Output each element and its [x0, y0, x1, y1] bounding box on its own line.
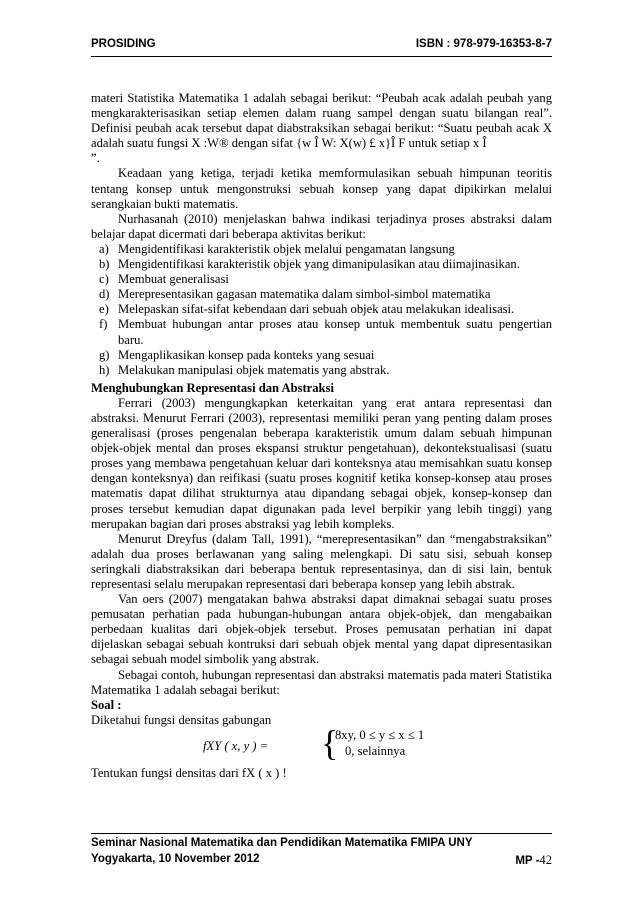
paragraph-ferrari: Ferrari (2003) mengungkapkan keterkaitan yang erat antara representasi dan abstraksi. Menurut Ferrari (2003), representasi memiliki peran yang penting dalam proses generalisasi (proses pengenalan beberapa karakteristik umum dalam sebuah himpunan objek-objek mental dan proses ekspansi struktur pengetahuan), dekontekstualisasi (suatu proses yang membawa pengetahuan keluar dari konteksnya atau memisahkan suatu konsep dengan konteksnya) dan reifikasi (suatu proses kognitif ketika konsep-konsep atau proses matematis dapat dilihat strukturnya atau dipandang sebagai objek, konsep-konsep dan proses tersebut kemudian dapat digunakan pada level berpikir yang lebih tinggi) yang merupakan bagian dari proses abstraksi yag lebih kompleks.	[91, 395, 552, 531]
list-item: f) Membuat hubungan antar proses atau konsep untuk membentuk suatu pengertian baru.	[99, 317, 552, 347]
footer-seminar-title: Seminar Nasional Matematika dan Pendidikan Matematika FMIPA UNY	[91, 837, 473, 849]
paragraph-definition: materi Statistika Matematika 1 adalah sebagai berikut: “Peubah acak adalah peubah yang mengkarakterisasikan setiap elemen dalam ruang sampel dengan suatu bilangan real”. Definisi peubah acak tersebut dapat diabstraksikan sebagai berikut: “Suatu peubah acak X adalah suatu fungsi X :W® dengan sifat {w Î W: X(w) £ x}Î F untuk setiap x Î ”.	[91, 91, 552, 166]
joint-density-equation	[91, 722, 552, 763]
list-item: e) Melepaskan sifat-sifat kebendaan dari sebuah objek atau melakukan idealisasi.	[99, 302, 515, 317]
paragraph-example-intro: Sebagai contoh, hubungan representasi dan abstraksi matematis pada materi Statistika Matematika 1 adalah sebagai berikut:	[91, 667, 552, 697]
main-text	[91, 91, 552, 781]
paragraph-nurhasanah: Nurhasanah (2010) menjelaskan bahwa indikasi terjadinya proses abstraksi dalam belajar dapat dicermati dari beberapa aktivitas berikut:	[91, 211, 552, 241]
header-rule	[91, 56, 552, 57]
footer-page-number: MP -42	[515, 853, 552, 867]
footer-rule	[91, 833, 552, 834]
header-proceedings-label: PROSIDING	[91, 38, 156, 50]
equation-lhs: fXY ( x, y ) =	[203, 738, 269, 753]
paragraph-van-oers: Van oers (2007) mengatakan bahwa abstraksi dapat dimaknai sebagai suatu proses pemusatan perhatian pada hubungan-hubungan antara objek-objek, dan mengabaikan perbedaan kualitas dari objek-objek tersebut. Proses pemusatan perhatian ini dapat dijelaskan sebagai sebuah kontruksi dari sebuah objek mental yang dapat dipresentasikan sebagai sebuah model simbolik yang abstrak.	[91, 592, 552, 667]
equation-case-1: 8xy, 0 ≤ y ≤ x ≤ 1	[335, 727, 425, 742]
given-statement: Diketahui fungsi densitas gabungan	[91, 712, 272, 727]
list-item: a) Mengidentifikasi karakteristik objek melalui pengamatan langsung	[99, 241, 455, 256]
soal-label: Soal :	[91, 697, 122, 712]
paragraph-dreyfus: Menurut Dreyfus (dalam Tall, 1991), “merepresentasikan” dan “mengabstraksikan” adalah dua proses berlawanan yang saling melengkapi. Di satu sisi, sebuah konsep seringkali diabstraksikan dari beberapa bentuk representasinya, dan di sisi lain, bentuk representasi selalu merupakan representasi dari beberapa konsep yang lebih abstrak.	[91, 531, 552, 591]
equation-case-2: 0, selainnya	[345, 743, 406, 758]
list-item: d) Merepresentasikan gagasan matematika dalam simbol-simbol matematika	[99, 287, 491, 302]
left-brace-symbol: {	[321, 722, 339, 763]
footer-location-date: Yogyakarta, 10 November 2012	[91, 853, 260, 865]
list-item: g) Mengaplikasikan konsep pada konteks yang sesuai	[99, 347, 375, 362]
abstraction-activity-list	[91, 242, 552, 378]
task-statement: Tentukan fungsi densitas dari fX ( x ) !	[91, 765, 287, 780]
list-item: b) Mengidentifikasi karakteristik objek yang dimanipulasikan atau diimajinasikan.	[99, 257, 520, 272]
header-isbn: ISBN : 978-979-16353-8-7	[415, 38, 552, 50]
list-item: c) Membuat generalisasi	[99, 272, 229, 287]
list-item: h) Melakukan manipulasi objek matematis yang abstrak.	[99, 362, 390, 377]
paragraph-third-state: Keadaan yang ketiga, terjadi ketika memformulasikan sebuah himpunan teoritis tentang konsep untuk mengonstruksi sebuah konsep yang dapat dipikirkan melalui serangkaian bukti matematis.	[91, 166, 552, 211]
section-heading: Menghubungkan Representasi dan Abstraksi	[91, 380, 334, 395]
